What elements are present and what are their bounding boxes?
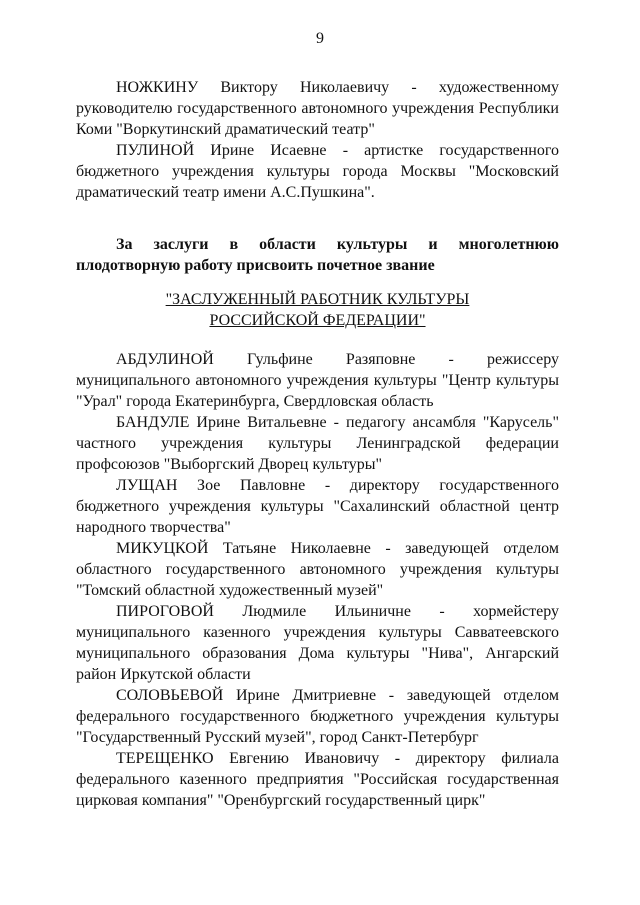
- decree-heading: [76, 234, 559, 276]
- decree-heading-text: За заслуги в области культуры и многолетнюю плодотворную работу присвоить почетное звание: [76, 236, 559, 274]
- award-entry: ПУЛИНОЙ Ирине Исаевне - артистке государственного бюджетного учреждения культуры города Москвы "Московский драматический театр имени А.С.Пушкина".: [76, 142, 559, 201]
- honorary-title: [76, 289, 559, 331]
- award-entry: БАНДУЛЕ Ирине Витальевне - педагогу ансамбля "Карусель" частного учреждения культуры Ленинградской федерации профсоюзов "Выборгский Дворец культуры": [76, 414, 559, 473]
- award-entry: АБДУЛИНОЙ Гульфине Разяповне - режиссеру муниципального автономного учреждения культуры "Центр культуры "Урал" города Екатеринбурга, Свердловская область: [76, 351, 559, 410]
- honorary-title-line2: РОССИЙСКОЙ ФЕДЕРАЦИИ": [209, 312, 426, 329]
- page-number: 9: [316, 30, 324, 47]
- honorary-title-line1: "ЗАСЛУЖЕННЫЙ РАБОТНИК КУЛЬТУРЫ: [165, 291, 470, 308]
- award-entry: СОЛОВЬЕВОЙ Ирине Дмитриевне - заведующей отделом федерального государственного бюджетного учреждения культуры "Государственный Русский музей", город Санкт-Петербург: [76, 687, 559, 746]
- entries-list: [76, 349, 559, 811]
- award-entry: НОЖКИНУ Виктору Николаевичу - художественному руководителю государственного автономного учреждения Республики Коми "Воркутинский драматический театр": [76, 79, 559, 138]
- award-entry: ТЕРЕЩЕНКО Евгению Ивановичу - директору филиала федерального казенного предприятия "Российская государственная цирковая компания" "Оренбургский государственный цирк": [76, 750, 559, 809]
- award-entry: ПИРОГОВОЙ Людмиле Ильиничне - хормейстеру муниципального казенного учреждения культуры Савватеевского муниципального образования Дома культуры "Нива", Ангарский район Иркутской области: [76, 603, 559, 683]
- award-entry: ЛУЩАН Зое Павловне - директору государственного бюджетного учреждения культуры "Сахалинский областной центр народного творчества": [76, 477, 559, 536]
- award-entry: МИКУЦКОЙ Татьяне Николаевне - заведующей отделом областного государственного автономного учреждения культуры "Томский областной художественный музей": [76, 540, 559, 599]
- top-entries: [76, 77, 559, 203]
